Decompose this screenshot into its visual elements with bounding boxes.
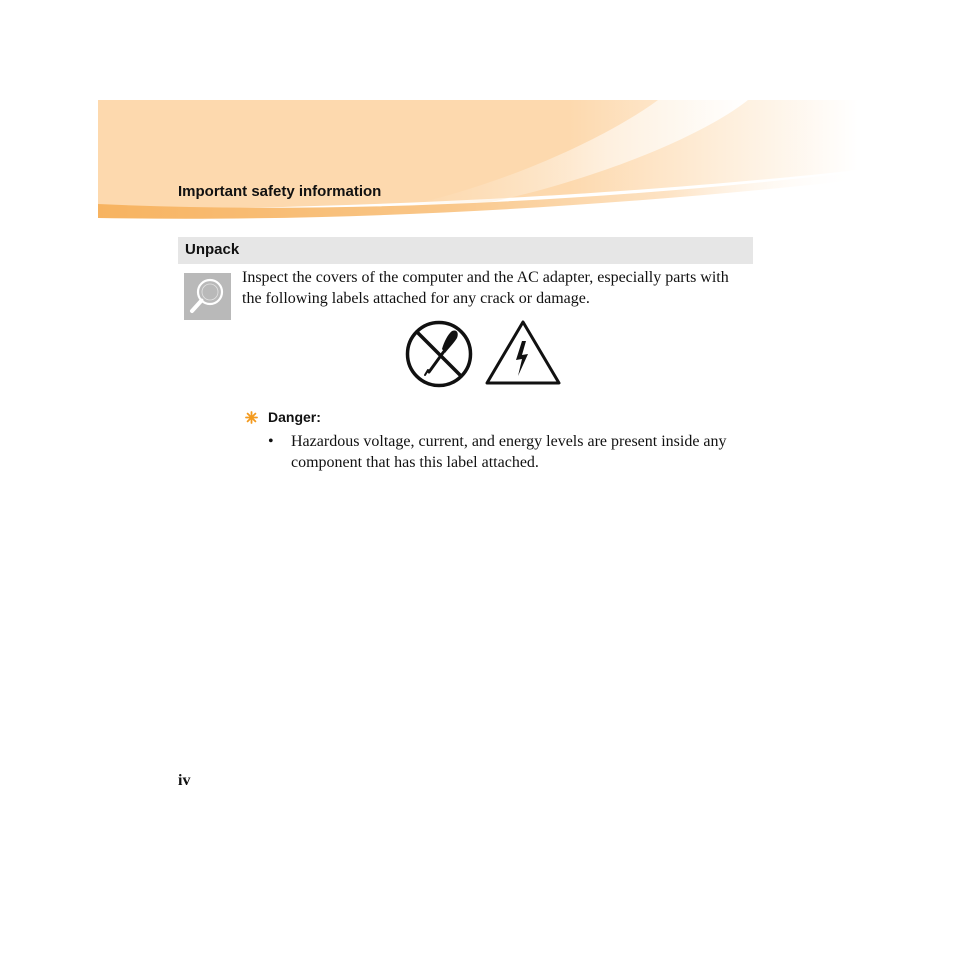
intro-paragraph: Inspect the covers of the computer and the AC adapter, especially parts with the following labels attached for any crack or damage. — [242, 269, 729, 307]
asterisk-icon — [245, 411, 258, 424]
list-item-text: Hazardous voltage, current, and energy levels are present inside any component that has this label attached. — [291, 433, 727, 471]
high-voltage-warning-icon — [487, 322, 559, 383]
list-item — [268, 432, 728, 473]
danger-list — [268, 432, 728, 473]
danger-title: Danger: — [268, 409, 321, 425]
warning-labels — [404, 318, 564, 388]
page-number: iv — [178, 772, 191, 789]
section-header — [178, 237, 753, 264]
section-title: Unpack — [185, 241, 240, 258]
bullet-icon: • — [268, 433, 274, 450]
header-title: Important safety information — [178, 183, 382, 200]
header-banner — [98, 100, 858, 220]
magnifier-icon — [184, 273, 231, 320]
no-screwdriver-icon — [408, 323, 471, 386]
